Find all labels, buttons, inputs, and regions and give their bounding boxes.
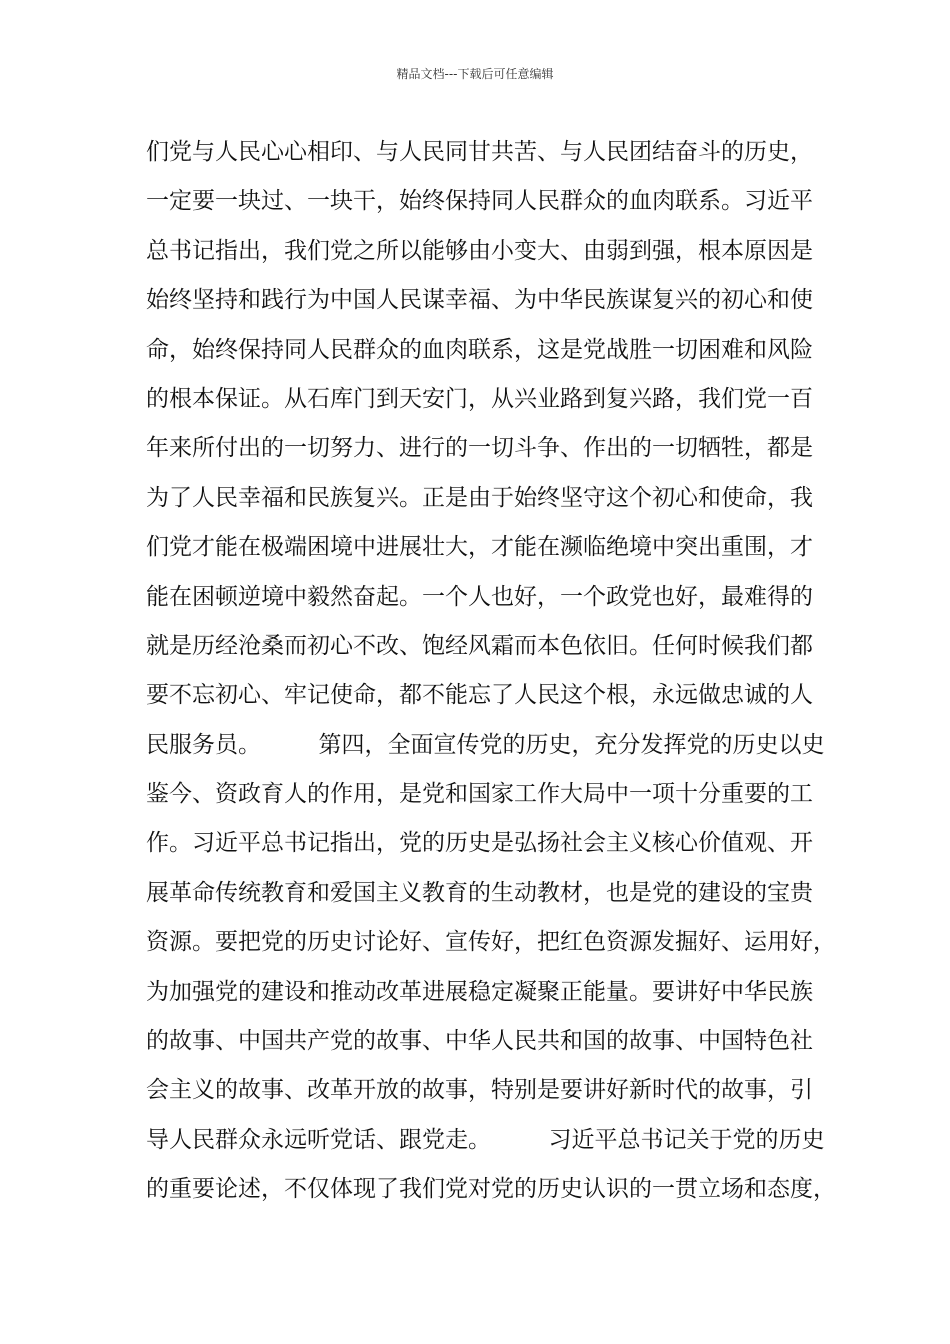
body-line: 命，始终保持同人民群众的血肉联系，这是党战胜一切困难和风险	[146, 336, 813, 363]
body-line: 鉴今、资政育人的作用，是党和国家工作大局中一项十分重要的工	[146, 781, 813, 808]
page-header: 精品文档---下载后可任意编辑	[396, 67, 554, 81]
body-line: 们党才能在极端困境中进展壮大，才能在濒临绝境中突出重围，才	[146, 534, 813, 561]
body-line: 能在困顿逆境中毅然奋起。一个人也好，一个政党也好，最难得的	[146, 583, 813, 610]
body-line: 为了人民幸福和民族复兴。正是由于始终坚守这个初心和使命，我	[146, 484, 813, 511]
body-line: 资源。要把党的历史讨论好、宣传好，把红色资源发掘好、运用好，	[146, 929, 836, 956]
body-line: 民服务员。 第四，全面宣传党的历史，充分发挥党的历史以史	[146, 731, 825, 758]
body-line: 导人民群众永远听党话、跟党走。 习近平总书记关于党的历史	[146, 1126, 825, 1153]
body-line: 始终坚持和践行为中国人民谋幸福、为中华民族谋复兴的初心和使	[146, 287, 813, 314]
body-line: 要不忘初心、牢记使命，都不能忘了人民这个根，永远做忠诚的人	[146, 682, 813, 709]
body-line: 的根本保证。从石库门到天安门，从兴业路到复兴路，我们党一百	[146, 385, 813, 412]
body-line: 总书记指出，我们党之所以能够由小变大、由弱到强，根本原因是	[146, 237, 813, 264]
body-line: 会主义的故事、改革开放的故事，特别是要讲好新时代的故事，引	[146, 1077, 813, 1104]
body-line: 一定要一块过、一块干，始终保持同人民群众的血肉联系。习近平	[146, 188, 813, 215]
body-line: 作。习近平总书记指出，党的历史是弘扬社会主义核心价值观、开	[146, 830, 813, 857]
body-line: 的重要论述，不仅体现了我们党对党的历史认识的一贯立场和态度，	[146, 1176, 836, 1203]
body-line: 的故事、中国共产党的故事、中华人民共和国的故事、中国特色社	[146, 1028, 813, 1055]
body-line: 们党与人民心心相印、与人民同甘共苦、与人民团结奋斗的历史，	[146, 139, 813, 165]
body-line: 就是历经沧桑而初心不改、饱经风霜而本色依旧。任何时候我们都	[146, 632, 813, 659]
body-line: 年来所付出的一切努力、进行的一切斗争、作出的一切牺牲，都是	[146, 435, 813, 462]
body-line: 为加强党的建设和推动改革进展稳定凝聚正能量。要讲好中华民族	[146, 978, 813, 1005]
document-body	[146, 128, 836, 1215]
body-line: 展革命传统教育和爱国主义教育的生动教材，也是党的建设的宝贵	[146, 879, 813, 906]
